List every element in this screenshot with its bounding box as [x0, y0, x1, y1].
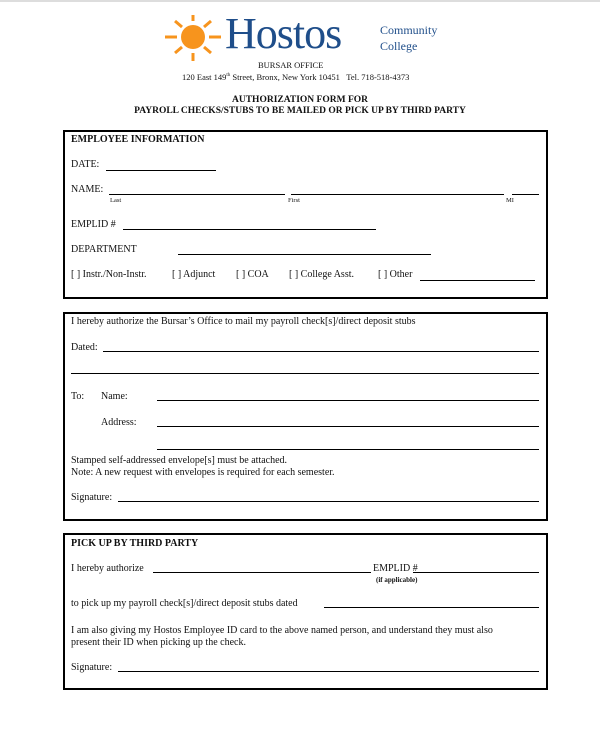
pickup-signature-label: Signature:: [71, 662, 113, 673]
last-label: Last: [110, 197, 122, 204]
first-label: First: [288, 197, 300, 204]
mail-address-field-2[interactable]: [157, 449, 539, 450]
option-other[interactable]: [ ] Other: [378, 269, 413, 280]
dated-field[interactable]: [103, 351, 539, 352]
first-name-field[interactable]: [291, 194, 504, 195]
note-text: Note: A new request with envelopes is required for each semester.: [71, 467, 335, 478]
date-field[interactable]: [106, 170, 216, 171]
mi-field[interactable]: [512, 194, 539, 195]
mail-signature-field[interactable]: [118, 501, 539, 502]
other-field[interactable]: [420, 280, 535, 281]
last-name-field[interactable]: [109, 194, 285, 195]
date-label: DATE:: [71, 159, 100, 170]
address: 120 East 149th Street, Bronx, New York 10451 Tel. 718-518-4373: [182, 72, 410, 82]
logo-sub1: Community: [380, 23, 438, 37]
mail-intro: I hereby authorize the Bursar’s Office to mail my payroll check[s]/direct deposit stubs: [71, 316, 416, 327]
pickup-heading: PICK UP BY THIRD PARTY: [71, 538, 199, 549]
emplid-field[interactable]: [123, 229, 376, 230]
id-text-1: I am also giving my Hostos Employee ID card to the above named person, and understand they must also: [71, 625, 493, 636]
mail-name-label: Name:: [101, 391, 128, 402]
department-label: DEPARTMENT: [71, 244, 137, 255]
authorize-label: I hereby authorize: [71, 563, 144, 574]
form-title-1: AUTHORIZATION FORM FOR: [232, 95, 368, 105]
mail-address-label: Address:: [101, 417, 137, 428]
pickup-emplid-label: EMPLID #: [373, 563, 418, 574]
dated-label: Dated:: [71, 342, 98, 353]
option-coa[interactable]: [ ] COA: [236, 269, 269, 280]
third-party-name-field[interactable]: [153, 572, 371, 573]
pickup-section: [63, 533, 548, 690]
option-instr[interactable]: [ ] Instr./Non-Instr.: [71, 269, 147, 280]
name-label: NAME:: [71, 184, 104, 195]
mail-name-field[interactable]: [157, 400, 539, 401]
pickup-date-field[interactable]: [324, 607, 539, 608]
logo-name: Hostos: [225, 9, 342, 58]
emplid-label: EMPLID #: [71, 219, 116, 230]
form-title-2: PAYROLL CHECKS/STUBS TO BE MAILED OR PICK UP BY THIRD PARTY: [134, 106, 466, 116]
page-edge: [0, 0, 600, 2]
department-field[interactable]: [178, 254, 431, 255]
pickup-signature-field[interactable]: [118, 671, 539, 672]
option-adjunct[interactable]: [ ] Adjunct: [172, 269, 216, 280]
option-college-asst[interactable]: [ ] College Asst.: [289, 269, 354, 280]
logo-sub2: College: [380, 39, 418, 53]
mail-address-field[interactable]: [157, 426, 539, 427]
mi-label: MI: [506, 197, 514, 204]
office-name: BURSAR OFFICE: [258, 60, 324, 70]
pickup-text: to pick up my payroll check[s]/direct deposit stubs dated: [71, 598, 298, 609]
sun-logo-icon: [163, 13, 223, 63]
pickup-emplid-field[interactable]: [413, 572, 539, 573]
if-applicable-note: (if applicable): [376, 576, 418, 584]
employee-heading: EMPLOYEE INFORMATION: [71, 134, 205, 145]
mail-signature-label: Signature:: [71, 492, 113, 503]
dated-field-2[interactable]: [71, 373, 539, 374]
to-label: To:: [71, 391, 85, 402]
id-text-2: present their ID when picking up the check.: [71, 637, 246, 648]
stamped-text: Stamped self-addressed envelope[s] must be attached.: [71, 455, 288, 466]
